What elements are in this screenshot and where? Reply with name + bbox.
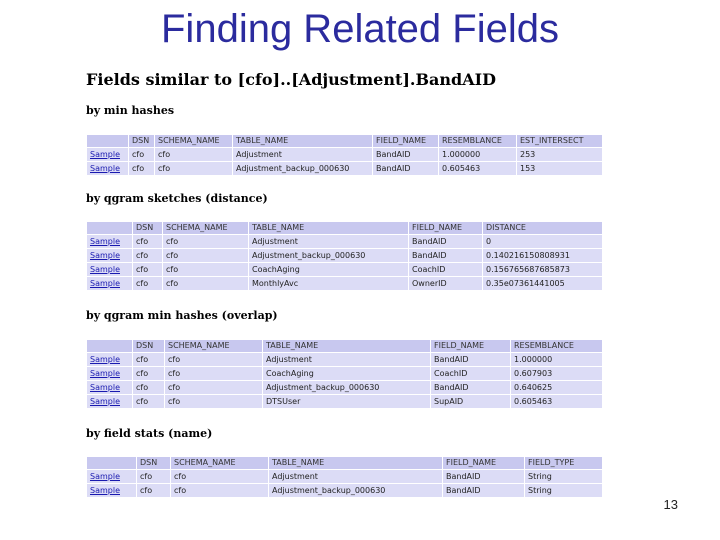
sample-link[interactable]: Sample — [87, 381, 133, 395]
column-header: TABLE_NAME — [249, 222, 409, 235]
table-cell: DTSUser — [263, 395, 431, 409]
table-cell: Adjustment_backup_000630 — [269, 484, 443, 498]
table-cell: MonthlyAvc — [249, 277, 409, 291]
table-cell: BandAID — [443, 484, 525, 498]
table-row — [87, 484, 603, 498]
column-header: DSN — [129, 135, 155, 148]
sample-link[interactable]: Sample — [87, 277, 133, 291]
sample-link[interactable]: Sample — [87, 470, 137, 484]
table-cell: 0.35e07361441005 — [483, 277, 603, 291]
table-cell: cfo — [133, 249, 163, 263]
column-header: FIELD_NAME — [443, 457, 525, 470]
table-cell: cfo — [137, 484, 171, 498]
table-cell: Adjustment — [233, 148, 373, 162]
table-cell: cfo — [165, 353, 263, 367]
table-cell: cfo — [133, 235, 163, 249]
table-cell: cfo — [163, 249, 249, 263]
column-header: SCHEMA_NAME — [163, 222, 249, 235]
table-cell: cfo — [133, 353, 165, 367]
table-cell: CoachAging — [263, 367, 431, 381]
table-cell: cfo — [171, 470, 269, 484]
table-header-row — [87, 135, 603, 148]
table-cell: String — [525, 484, 603, 498]
column-header — [87, 222, 133, 235]
table-cell: cfo — [171, 484, 269, 498]
section-label-qgram-sketches: by qgram sketches (distance) — [86, 192, 268, 205]
table-cell: cfo — [163, 263, 249, 277]
table-cell: BandAID — [409, 235, 483, 249]
table-header-row — [87, 457, 603, 470]
table-cell: cfo — [165, 381, 263, 395]
sample-link[interactable]: Sample — [87, 249, 133, 263]
table-cell: 0.640625 — [511, 381, 603, 395]
table-cell: cfo — [165, 395, 263, 409]
table-cell: CoachID — [409, 263, 483, 277]
table-cell: 0.607903 — [511, 367, 603, 381]
sample-link[interactable]: Sample — [87, 395, 133, 409]
sample-link[interactable]: Sample — [87, 263, 133, 277]
sample-link[interactable]: Sample — [87, 484, 137, 498]
page-number: 13 — [663, 497, 678, 512]
table-cell: BandAID — [431, 381, 511, 395]
table-cell: CoachID — [431, 367, 511, 381]
column-header: DISTANCE — [483, 222, 603, 235]
page-heading: Fields similar to [cfo]..[Adjustment].BandAID — [86, 70, 496, 89]
column-header: SCHEMA_NAME — [155, 135, 233, 148]
table-row — [87, 249, 603, 263]
field-stats-table — [86, 456, 603, 498]
table-cell: cfo — [165, 367, 263, 381]
sample-link[interactable]: Sample — [87, 235, 133, 249]
table-row — [87, 367, 603, 381]
table-cell: 0.140216150808931 — [483, 249, 603, 263]
table-cell: cfo — [163, 277, 249, 291]
column-header: RESEMBLANCE — [511, 340, 603, 353]
table-cell: BandAID — [431, 353, 511, 367]
table-cell: cfo — [155, 162, 233, 176]
table-cell: OwnerID — [409, 277, 483, 291]
table-cell: 0.605463 — [511, 395, 603, 409]
column-header: FIELD_NAME — [409, 222, 483, 235]
table-cell: Adjustment — [249, 235, 409, 249]
section-label-field-stats: by field stats (name) — [86, 427, 213, 440]
table-cell: cfo — [133, 277, 163, 291]
table-cell: Adjustment_backup_000630 — [233, 162, 373, 176]
table-row — [87, 263, 603, 277]
column-header — [87, 457, 137, 470]
sample-link[interactable]: Sample — [87, 148, 129, 162]
sample-link[interactable]: Sample — [87, 353, 133, 367]
column-header: TABLE_NAME — [269, 457, 443, 470]
table-header-row — [87, 340, 603, 353]
table-cell: 153 — [517, 162, 603, 176]
table-cell: 253 — [517, 148, 603, 162]
table-cell: BandAID — [373, 162, 439, 176]
column-header: TABLE_NAME — [233, 135, 373, 148]
column-header: FIELD_NAME — [373, 135, 439, 148]
column-header: RESEMBLANCE — [439, 135, 517, 148]
sample-link[interactable]: Sample — [87, 162, 129, 176]
table-row — [87, 470, 603, 484]
column-header: SCHEMA_NAME — [171, 457, 269, 470]
table-cell: cfo — [133, 263, 163, 277]
table-cell: cfo — [129, 148, 155, 162]
table-cell: cfo — [163, 235, 249, 249]
table-row — [87, 395, 603, 409]
table-row — [87, 162, 603, 176]
table-cell: 1.000000 — [439, 148, 517, 162]
table-cell: Adjustment_backup_000630 — [249, 249, 409, 263]
slide-title: Finding Related Fields — [161, 7, 559, 51]
table-cell: BandAID — [373, 148, 439, 162]
table-cell: 0 — [483, 235, 603, 249]
table-row — [87, 381, 603, 395]
column-header — [87, 135, 129, 148]
table-cell: 1.000000 — [511, 353, 603, 367]
table-cell: cfo — [137, 470, 171, 484]
table-cell: cfo — [155, 148, 233, 162]
table-header-row — [87, 222, 603, 235]
table-row — [87, 148, 603, 162]
qgram-sketches-table — [86, 221, 603, 291]
table-cell: Adjustment — [263, 353, 431, 367]
table-cell: 0.605463 — [439, 162, 517, 176]
table-cell: cfo — [133, 367, 165, 381]
table-cell: BandAID — [409, 249, 483, 263]
column-header: EST_INTERSECT — [517, 135, 603, 148]
table-cell: SupAID — [431, 395, 511, 409]
table-row — [87, 353, 603, 367]
table-cell: 0.156765687685873 — [483, 263, 603, 277]
table-cell: String — [525, 470, 603, 484]
column-header: FIELD_NAME — [431, 340, 511, 353]
table-cell: cfo — [133, 395, 165, 409]
table-cell: cfo — [133, 381, 165, 395]
qgram-min-hashes-table — [86, 339, 603, 409]
column-header — [87, 340, 133, 353]
table-cell: CoachAging — [249, 263, 409, 277]
section-label-qgram-min-hashes: by qgram min hashes (overlap) — [86, 309, 278, 322]
column-header: TABLE_NAME — [263, 340, 431, 353]
column-header: SCHEMA_NAME — [165, 340, 263, 353]
min-hashes-table — [86, 134, 603, 176]
table-cell: Adjustment_backup_000630 — [263, 381, 431, 395]
column-header: FIELD_TYPE — [525, 457, 603, 470]
column-header: DSN — [133, 222, 163, 235]
section-label-min-hashes: by min hashes — [86, 104, 175, 117]
column-header: DSN — [137, 457, 171, 470]
table-cell: cfo — [129, 162, 155, 176]
table-cell: BandAID — [443, 470, 525, 484]
table-row — [87, 277, 603, 291]
table-row — [87, 235, 603, 249]
column-header: DSN — [133, 340, 165, 353]
table-cell: Adjustment — [269, 470, 443, 484]
sample-link[interactable]: Sample — [87, 367, 133, 381]
